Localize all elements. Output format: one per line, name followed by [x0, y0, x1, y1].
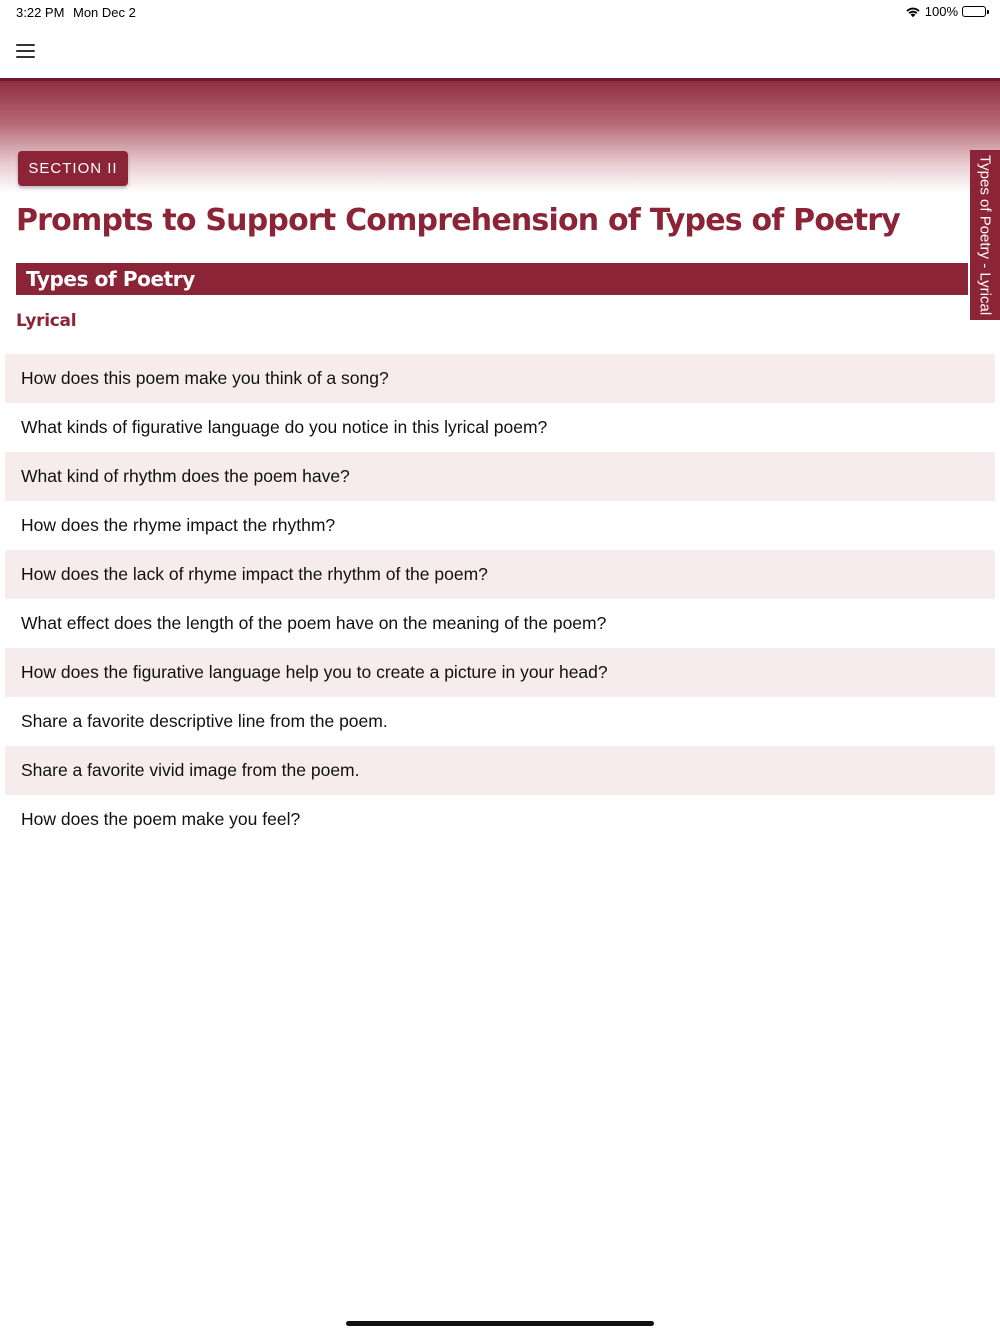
- home-indicator[interactable]: [346, 1321, 654, 1326]
- category-banner: Types of Poetry: [16, 263, 968, 295]
- status-time: 3:22 PM: [16, 5, 65, 20]
- hamburger-menu-icon[interactable]: [16, 40, 40, 62]
- list-item[interactable]: How does the poem make you feel?: [5, 795, 995, 844]
- subheading-lyrical: Lyrical: [16, 311, 77, 331]
- prompt-list: [5, 354, 995, 844]
- page-title: Prompts to Support Comprehension of Types of Poetry: [16, 203, 901, 238]
- list-item[interactable]: How does the lack of rhyme impact the rhythm of the poem?: [5, 550, 995, 599]
- list-item[interactable]: Share a favorite vivid image from the poem.: [5, 746, 995, 795]
- side-tab-types-of-poetry-lyrical[interactable]: [970, 150, 1000, 320]
- section-badge[interactable]: SECTION II: [18, 151, 128, 186]
- list-item[interactable]: How does this poem make you think of a song?: [5, 354, 995, 403]
- status-indicators: [905, 4, 986, 19]
- list-item[interactable]: Share a favorite descriptive line from the poem.: [5, 697, 995, 746]
- list-item[interactable]: How does the rhyme impact the rhythm?: [5, 501, 995, 550]
- list-item[interactable]: How does the figurative language help you to create a picture in your head?: [5, 648, 995, 697]
- status-date: Mon Dec 2: [73, 5, 136, 20]
- side-tab-label: Types of Poetry - Lyrical: [976, 154, 994, 316]
- battery-percentage: 100%: [924, 4, 958, 19]
- list-item[interactable]: What kind of rhythm does the poem have?: [5, 452, 995, 501]
- list-item[interactable]: What effect does the length of the poem have on the meaning of the poem?: [5, 599, 995, 648]
- navigation-bar: [0, 24, 1000, 78]
- status-bar: [0, 0, 1000, 24]
- battery-icon: [962, 6, 986, 17]
- header-gradient: [0, 78, 1000, 193]
- list-item[interactable]: What kinds of figurative language do you notice in this lyrical poem?: [5, 403, 995, 452]
- wifi-icon: [905, 6, 921, 18]
